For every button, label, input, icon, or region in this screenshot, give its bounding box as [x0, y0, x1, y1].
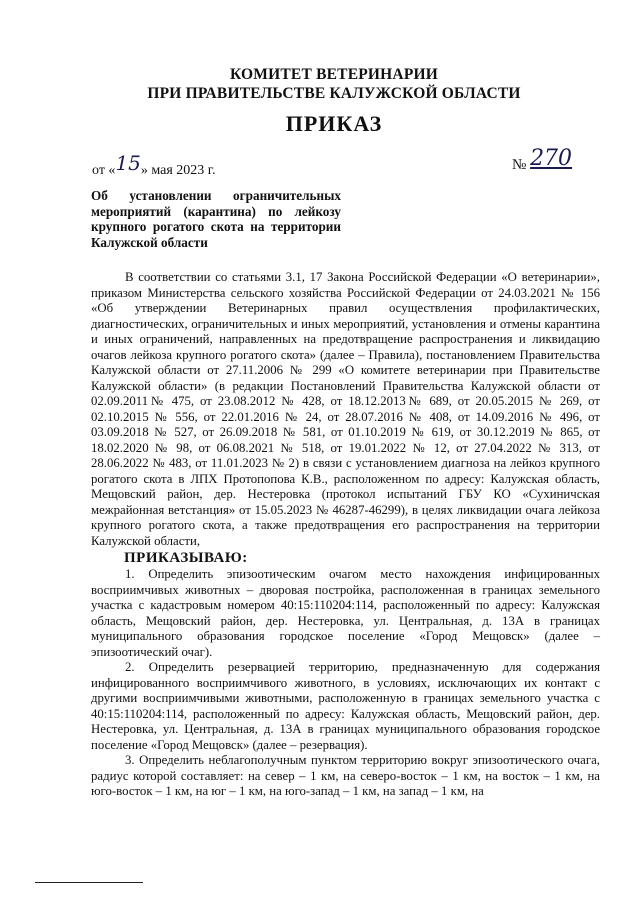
document-type-title: ПРИКАЗ	[285, 111, 383, 136]
order-heading: ПРИКАЗЫВАЮ:	[124, 550, 248, 566]
document-number	[512, 146, 573, 175]
clause-3: 3. Определить неблагополучным пунктом территорию вокруг эпизоотического очага, радиус которой составляет: на север – 1 км, на северо-восток – 1 км, на восток – 1 км, на юго-восток – 1 км, на юг – 1 км, на юго-запад – 1 км, на запад – 1 км, на	[91, 753, 600, 798]
date-suffix: » мая 2023 г.	[140, 163, 216, 178]
number-prefix: №	[512, 157, 527, 173]
preamble-paragraph: В соответствии со статьями 3.1, 17 Закона Российской Федерации «О ветеринарии», приказом Министерства сельского хозяйства Российской Федерации от 24.03.2021 № 156 «Об утверждении Ветеринарных правил осуществления профилактических, диагностических, ограничительных и иных мероприятий, установления и отмены карантина и иных ограничений, направленных на предотвращение распространения и ликвидацию очагов лейкоза крупного рогатого скота» (далее – Правила), постановлением Правительства Калужской области от 27.11.2006 № 299 «О комитете ветеринарии при Правительстве Калужской области» (в редакции Постановлений Правительства Калужской области от 02.09.2011№ 475, от 23.08.2012 № 428, от 18.12.2013№ 689, от 20.05.2015 № 269, от 02.10.2015 № 556, от 22.01.2016 № 24, от 28.07.2016 № 408, от 14.09.2016 № 496, от 03.09.2018 № 527, от 26.09.2018 № 581, от 01.10.2019 № 619, от 30.12.2019 № 865, от 18.02.2020 № 98, от 06.08.2021 № 518, от 19.01.2022 № 12, от 27.04.2022 № 313, от 28.06.2022 № 483, от 11.01.2023 № 2) в связи с установлением диагноза на лейкоз крупного рогатого скота в ЛПХ Протопопова К.В., расположенном по адресу: Калужская область, Мещовский район, дер. Нестеровка (протокол испытаний ГБУ КО «Сухиничская межрайонная ветстанция» от 15.05.2023 № 46287-46299), в целях ликвидации очага лейкоза крупного рогатого скота, а также предотвращения его распространения на территории Калужской области,	[91, 270, 600, 548]
document-body	[91, 270, 600, 800]
clause-1: 1. Определить эпизоотическим очагом место нахождения инфицированных восприимчивых животных – дворовая постройка, расположенная в границах земельного участка с кадастровым номером 40:15:110204:114, расположенный по адресу: Калужская область, Мещовский район, дер. Нестеровка, ул. Центральная, д. 13А в границах муниципального образования городское поселение «Город Мещовск» (далее – эпизоотический очаг).	[91, 567, 600, 659]
footnote-separator	[35, 882, 143, 883]
handwritten-document-number: 270	[530, 146, 573, 171]
organization-name-line2: ПРИ ПРАВИТЕЛЬСТВЕ КАЛУЖСКОЙ ОБЛАСТИ	[147, 85, 521, 102]
organization-name-line1: КОМИТЕТ ВЕТЕРИНАРИИ	[230, 66, 438, 83]
document-subject: Об установлении ограничительных мероприятий (карантина) по лейкозу крупного рогатого скота на территории Калужской области	[91, 188, 341, 250]
handwritten-date-day: 15	[115, 151, 141, 175]
clause-2: 2. Определить резервацией территорию, предназначенную для содержания инфицированного восприимчивого животного, в условиях, исключающих их контакт с другими восприимчивыми животными, расположенную в границах земельного участка с 40:15:110204:114, расположенный по адресу: Калужская область, Мещовский район, дер. Нестеровка, ул. Центральная, д. 13А в границах муниципального образования городское поселение «Город Мещовск» (далее – резервация).	[91, 660, 600, 752]
document-date	[92, 151, 216, 179]
date-prefix: от «	[92, 163, 116, 178]
